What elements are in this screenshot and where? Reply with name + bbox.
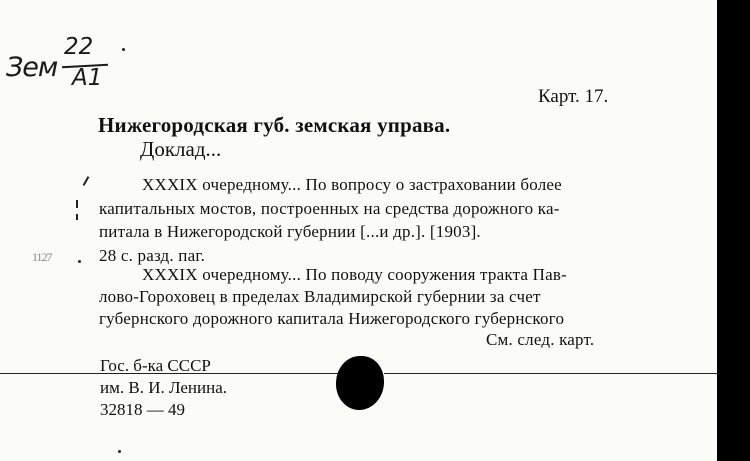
ink-blot bbox=[336, 356, 384, 410]
margin-mark bbox=[76, 214, 78, 220]
library-name-2: им. В. И. Ленина. bbox=[100, 378, 228, 397]
card-number: Карт. 17. bbox=[538, 86, 609, 107]
body-line-2: капитальных мостов, построенных на средства дорожного ка- bbox=[99, 199, 560, 218]
margin-mark bbox=[83, 176, 90, 186]
body-line-5: XXXIX очередному... По поводу сооружения тракта Пав- bbox=[142, 265, 567, 284]
handwritten-shelf-label: Зем bbox=[6, 52, 58, 83]
body-line-4: 28 с. разд. паг. bbox=[99, 246, 206, 265]
library-name: Гос. б-ка СССР bbox=[100, 356, 211, 375]
rule-right bbox=[384, 373, 717, 374]
margin-dot bbox=[78, 260, 81, 263]
handwritten-shelf-subnumber: A1 bbox=[72, 65, 103, 91]
handwritten-shelf-number: 22 bbox=[64, 34, 94, 60]
speck bbox=[122, 48, 125, 51]
body-line-6: лово-Гороховец в пределах Владимирской губернии за счет bbox=[99, 287, 541, 306]
body-line-7: губернского дорожного капитала Нижегородского губернского bbox=[99, 309, 565, 328]
see-next-card: См. след. карт. bbox=[486, 330, 595, 349]
body-line-3: питала в Нижегородской губернии [...и др.]. [1903]. bbox=[99, 222, 481, 241]
library-code: 32818 — 49 bbox=[100, 400, 185, 419]
margin-mark bbox=[76, 200, 78, 208]
speck bbox=[118, 450, 121, 453]
card-subheading: Доклад... bbox=[140, 137, 222, 161]
faint-stamp: 1127 bbox=[32, 250, 52, 264]
card-heading: Нижегородская губ. земская управа. bbox=[98, 113, 451, 137]
body-line-1: XXXIX очередному... По вопросу о застраховании более bbox=[142, 175, 562, 194]
